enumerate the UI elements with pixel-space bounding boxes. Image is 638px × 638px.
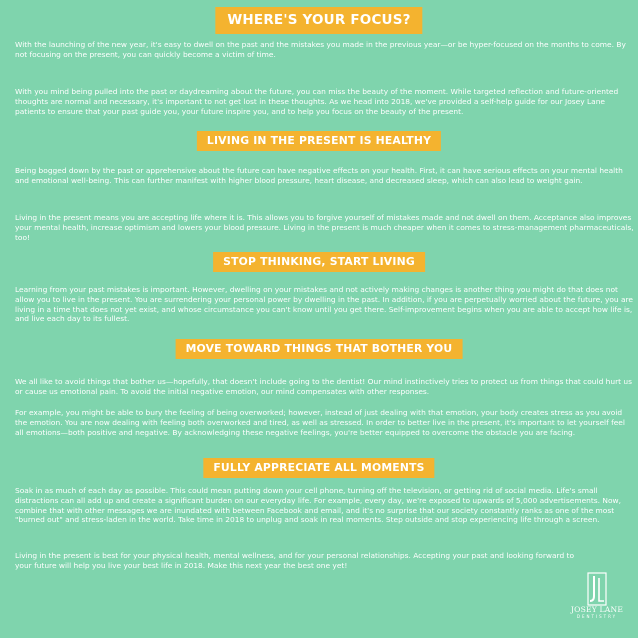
intro-paragraph-2: With you mind being pulled into the past or daydreaming about the future, you can miss the beauty of the moment. While targeted reflection and future-oriented thoughts are normal and necessary, it's important to not get lost in these thoughts. As we head into 2018, we've provided a self-help guide for our Josey Lane patients to ensure that your past guide you, your future inspire you, and to help you focus on the beauty of the present. — [15, 87, 619, 116]
logo-tagline: DENTISTRY — [576, 614, 618, 619]
section-2-paragraph-1: Learning from your past mistakes is important. However, dwelling on your mistakes and not actively making changes is another thing you might do that does not allow you to live in the present. You are surrendering your personal power by dwelling in the past. In addition, if you are perpetually worried about the future, you are living in a time that does not yet exist, and whose circumstance you can't know until you get there. Self-improvement begins when you are able to accept how life is, and live each day to its fullest. — [15, 285, 634, 324]
section-1-paragraph-2: Living in the present means you are accepting life where it is. This allows you to forgive yourself of mistakes made and not dwell on them. Acceptance also improves your mental health, increase optimism and lowers your blood pressure. Living in the present is much cheaper when it comes to stress-management pharmaceuticals, too! — [15, 213, 634, 242]
josey-lane-logo — [570, 572, 624, 632]
section-2-heading: STOP THINKING, START LIVING — [223, 255, 415, 268]
section-1-heading-banner — [197, 131, 441, 151]
section-2-heading-banner — [213, 252, 425, 272]
logo-name: JOSEY LANE — [570, 605, 624, 614]
section-4-paragraph-1: Soak in as much of each day as possible. This could mean putting down your cell phone, turning off the television, or getting rid of social media. Life's small distractions can all add up and create a significant burden on our everyday life. For example, every day, we're exposed to upwards of 5,000 advertisements. Now, combine that with other messages we are inundated with between Facebook and email, and it's no surprise that our society constantly ranks as one of the most "burned out" and stress-laden in the world. Take time in 2018 to unplug and soak in real moments. Step outside and stop experiencing life through a screen. — [15, 486, 621, 525]
page-title: WHERE'S YOUR FOCUS? — [227, 12, 411, 28]
josey-lane-emblem-icon — [587, 572, 607, 606]
section-3-paragraph-2: For example, you might be able to bury the feeling of being overworked; however, instead of just dealing with that emotion, your body creates stress as you avoid the emotion. You are now dealing with feeling both overworked and tired, as well as stressed. In order to better live in the present, it's important to let yourself feel all emotions—both positive and negative. By acknowledging these negative feelings, you're better equipped to overcome the obstacle you are facing. — [15, 408, 625, 437]
section-3-heading-banner — [176, 339, 463, 359]
section-1-paragraph-1: Being bogged down by the past or apprehensive about the future can have negative effects on your health. First, it can have serious effects on your mental health and emotional well-being. This can further manifest with higher blood pressure, heart disease, and decreased sleep, which can also lead to weight gain. — [15, 166, 623, 185]
section-3-heading: MOVE TOWARD THINGS THAT BOTHER YOU — [185, 342, 453, 355]
section-4-paragraph-2: Living in the present is best for your physical health, mental wellness, and for your personal relationships. Accepting your past and looking forward to your future will help you live your best life in 2018. Make this next year the best one yet! — [15, 551, 575, 570]
section-1-heading: LIVING IN THE PRESENT IS HEALTHY — [206, 134, 432, 147]
page-title-banner — [215, 7, 422, 34]
section-4-heading: FULLY APPRECIATE ALL MOMENTS — [213, 461, 425, 474]
section-3-paragraph-1: We all like to avoid things that bother us—hopefully, that doesn't include going to the dentist! Our mind instinctively tries to protect us from things that could hurt us or cause us emotional pain. To avoid the initial negative emotion, our mind compensates with other responses. — [15, 377, 633, 396]
intro-paragraph-1: With the launching of the new year, it's easy to dwell on the past and the mistakes you made in the previous year—or be hyper-focused on the months to come. By not focusing on the present, you can quickly become a victim of time. — [15, 40, 626, 59]
section-4-heading-banner — [203, 458, 434, 478]
